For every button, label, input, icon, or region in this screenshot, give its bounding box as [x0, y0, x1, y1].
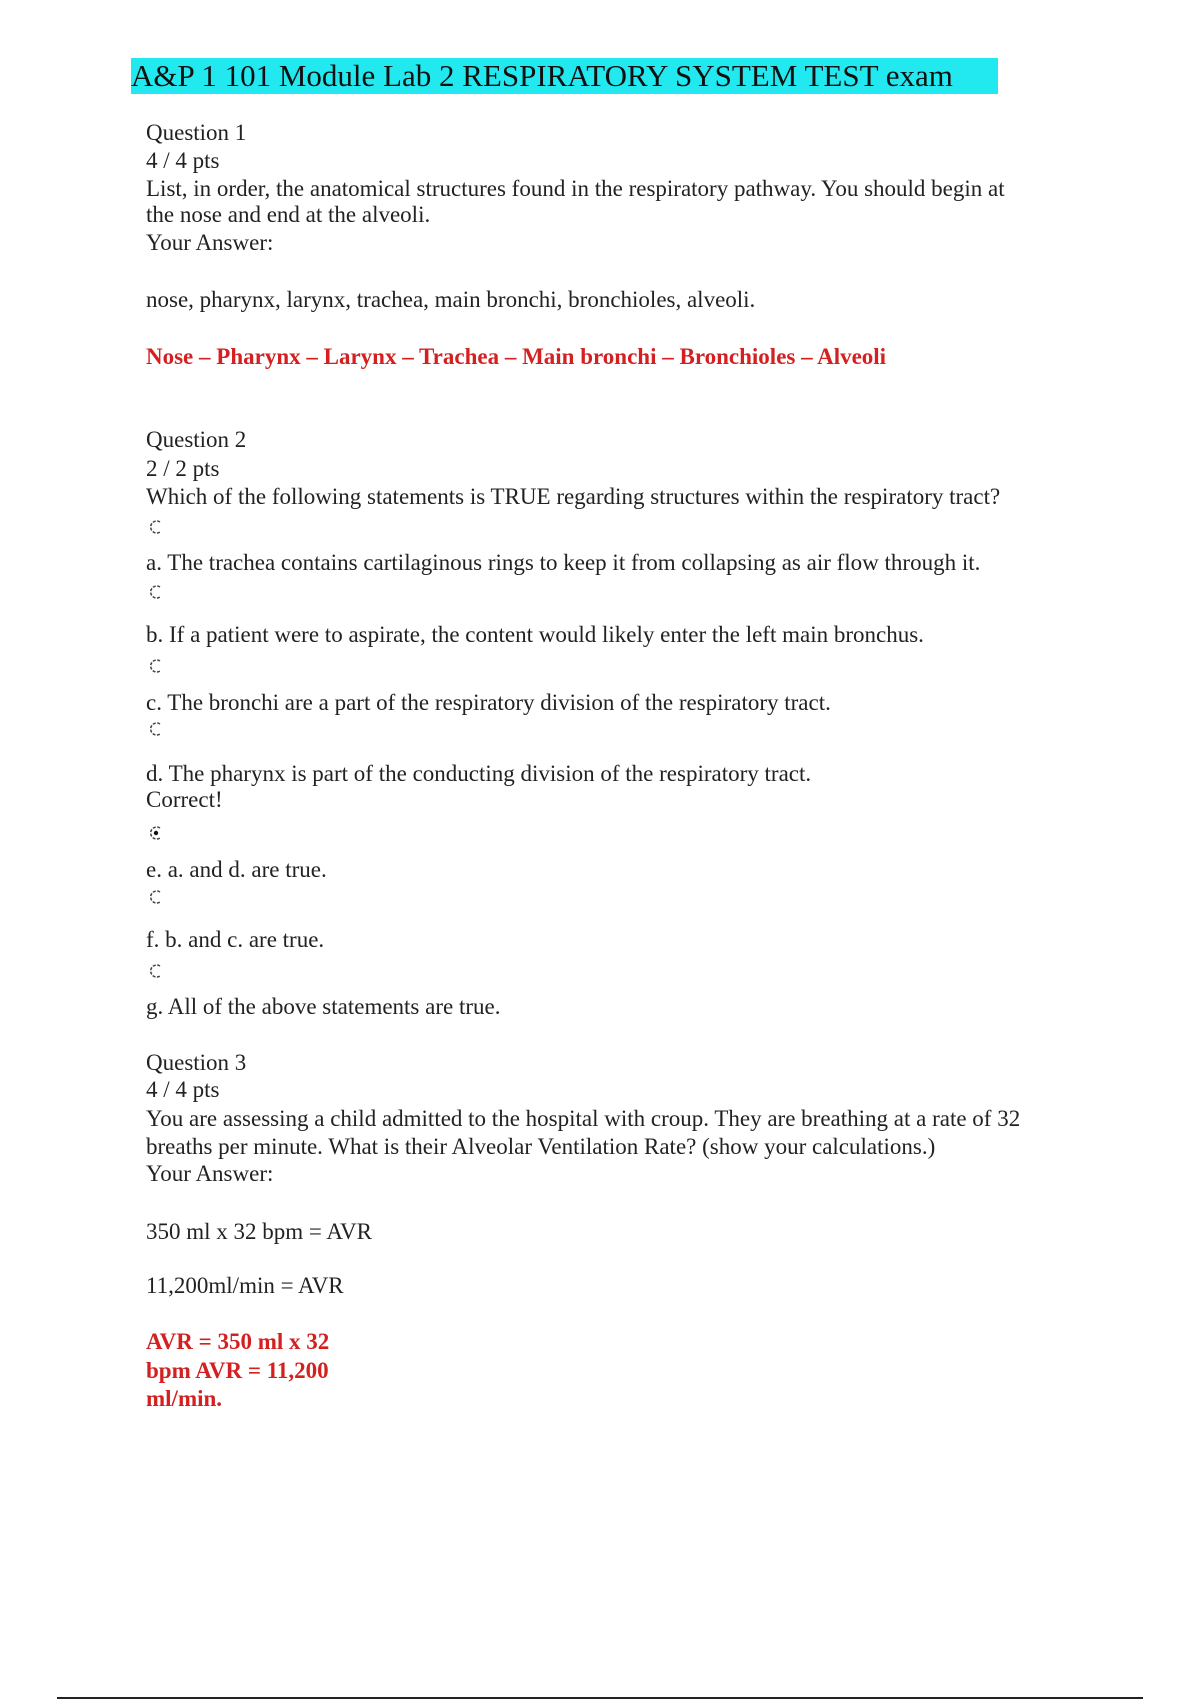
question-3-answer-line2: 11,200ml/min = AVR	[146, 1273, 344, 1298]
question-3-text-line1: You are assessing a child admitted to the hospital with croup. They are breathing at a rate of 32	[146, 1106, 1021, 1131]
question-1-points: 4 / 4 pts	[146, 148, 220, 173]
option-c: c. The bronchi are a part of the respiratory division of the respiratory tract.	[146, 690, 831, 715]
question-3-your-answer-label: Your Answer:	[146, 1161, 274, 1186]
option-e: e. a. and d. are true.	[146, 857, 327, 882]
question-1-text-line1: List, in order, the anatomical structures found in the respiratory pathway. You should begin at	[146, 176, 1005, 201]
radio-option-c[interactable]	[148, 658, 164, 674]
question-3-label: Question 3	[146, 1050, 247, 1075]
question-1-text-line2: the nose and end at the alveoli.	[146, 202, 431, 227]
question-3-points: 4 / 4 pts	[146, 1077, 220, 1102]
radio-option-e-selected[interactable]	[148, 825, 164, 841]
question-3-answer-line1: 350 ml x 32 bpm = AVR	[146, 1219, 372, 1244]
question-2-points: 2 / 2 pts	[146, 456, 220, 481]
question-2-text: Which of the following statements is TRUE regarding structures within the respiratory tract?	[146, 484, 1001, 509]
question-1-answer-key: Nose – Pharynx – Larynx – Trachea – Main bronchi – Bronchioles – Alveoli	[146, 344, 887, 369]
document-title: A&P 1 101 Module Lab 2 RESPIRATORY SYSTEM TEST exam	[131, 58, 998, 94]
correct-label: Correct!	[146, 787, 223, 812]
radio-option-g[interactable]	[148, 963, 164, 979]
question-3-key-line2: bpm AVR = 11,200	[146, 1358, 329, 1383]
question-3-text-line2: breaths per minute. What is their Alveolar Ventilation Rate? (show your calculations.)	[146, 1134, 936, 1159]
radio-option-d[interactable]	[148, 721, 164, 737]
question-3-key-line1: AVR = 350 ml x 32	[146, 1329, 330, 1354]
option-g: g. All of the above statements are true.	[146, 994, 501, 1019]
question-1-label: Question 1	[146, 120, 247, 145]
option-d: d. The pharynx is part of the conducting division of the respiratory tract.	[146, 761, 812, 786]
question-3-key-line3: ml/min.	[146, 1386, 223, 1411]
radio-option-b[interactable]	[148, 584, 164, 600]
question-1-your-answer-label: Your Answer:	[146, 230, 274, 255]
radio-option-a[interactable]	[148, 519, 164, 535]
question-2-label: Question 2	[146, 427, 247, 452]
option-b: b. If a patient were to aspirate, the content would likely enter the left main bronchus.	[146, 622, 924, 647]
radio-option-f[interactable]	[148, 889, 164, 905]
question-1-answer: nose, pharynx, larynx, trachea, main bronchi, bronchioles, alveoli.	[146, 287, 756, 312]
page-bottom-rule	[57, 1697, 1143, 1699]
option-a: a. The trachea contains cartilaginous rings to keep it from collapsing as air flow through it.	[146, 550, 981, 575]
option-f: f. b. and c. are true.	[146, 927, 325, 952]
